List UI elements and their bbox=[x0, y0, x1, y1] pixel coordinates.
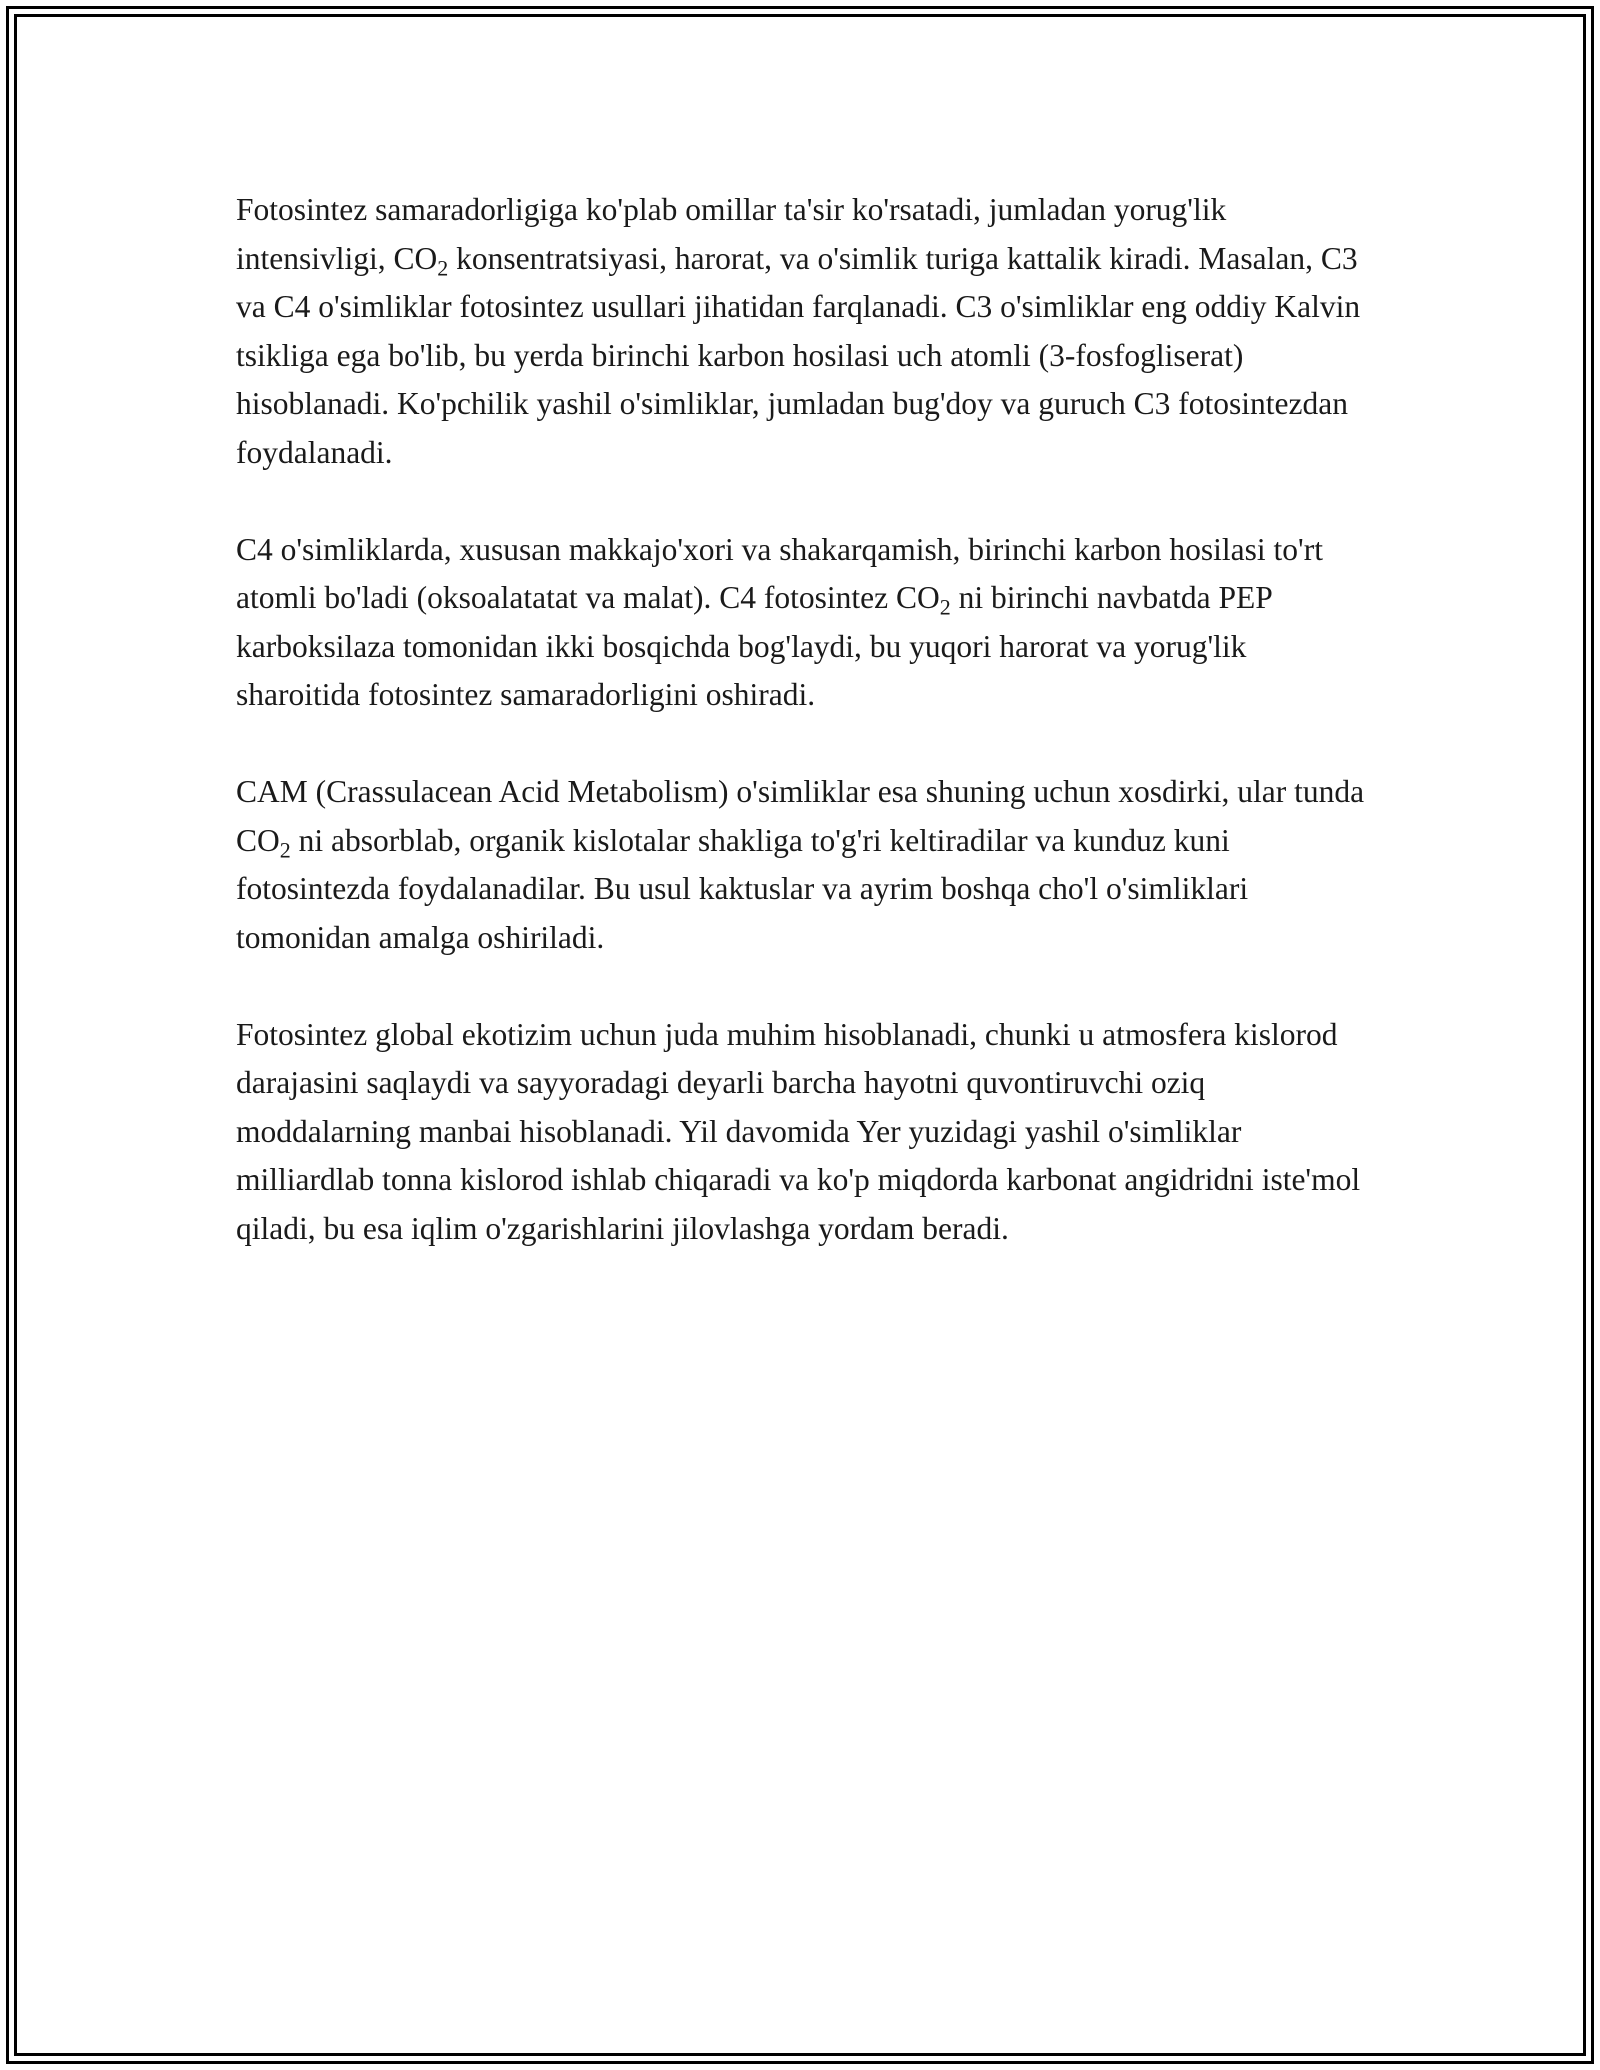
paragraph-1 bbox=[236, 186, 1366, 477]
document-body bbox=[236, 186, 1366, 1253]
paragraph-2-text-a: C4 o'simliklarda, xususan makkajo'xori va shakarqamish, birinchi karbon hosilasi to'rt atomli bo'ladi (oksoalatatat va malat). C4 fotosintez CO bbox=[236, 531, 1323, 615]
co2-subscript: 2 bbox=[279, 837, 291, 863]
co2-subscript: 2 bbox=[939, 594, 951, 620]
paragraph-3-text-b: ni absorblab, organik kislotalar shakliga to'g'ri keltiradilar va kunduz kuni fotosintezda foydalanadilar. Bu usul kaktuslar va ayrim boshqa cho'l o'simliklari tomonidan amalga oshiriladi. bbox=[236, 822, 1249, 955]
paragraph-3-text-a: CAM (Crassulacean Acid Metabolism) o'simliklar esa shuning uchun xosdirki, ular tunda CO bbox=[236, 774, 1365, 858]
co2-subscript: 2 bbox=[437, 255, 449, 281]
paragraph-3 bbox=[236, 768, 1366, 962]
paragraph-2-text-b: ni birinchi navbatda PEP karboksilaza tomonidan ikki bosqichda bog'laydi, bu yuqori harorat va yorug'lik sharoitida fotosintez samaradorligini oshiradi. bbox=[236, 580, 1272, 712]
paragraph-4 bbox=[236, 1011, 1366, 1254]
paragraph-4-text: Fotosintez global ekotizim uchun juda muhim hisoblanadi, chunki u atmosfera kislorod darajasini saqlaydi va sayyoradagi deyarli barcha hayotni quvontiruvchi oziq moddalarning manbai hisoblanadi. Yil davomida Yer yuzidagi yashil o'simliklar milliardlab tonna kislorod ishlab chiqaradi va ko'p miqdorda karbonat angidridni iste'mol qiladi, bu esa iqlim o'zgarishlarini jilovlashga yordam beradi. bbox=[236, 1016, 1361, 1246]
paragraph-1-text-a: Fotosintez samaradorligiga ko'plab omillar ta'sir ko'rsatadi, jumladan yorug'lik intensivligi, CO bbox=[236, 192, 1227, 276]
paragraph-2 bbox=[236, 526, 1366, 720]
paragraph-1-text-b: konsentratsiyasi, harorat, va o'simlik turiga kattalik kiradi. Masalan, C3 va C4 o'simliklar fotosintez usullari jihatidan farqlanadi. C3 o'simliklar eng oddiy Kalvin tsikliga ega bo'lib, bu yerda birinchi karbon hosilasi uch atomli (3-fosfogliserat) hisoblanadi. Ko'pchilik yashil o'simliklar, jumladan bug'doy va guruch C3 fotosintezdan foydalanadi. bbox=[236, 240, 1361, 470]
